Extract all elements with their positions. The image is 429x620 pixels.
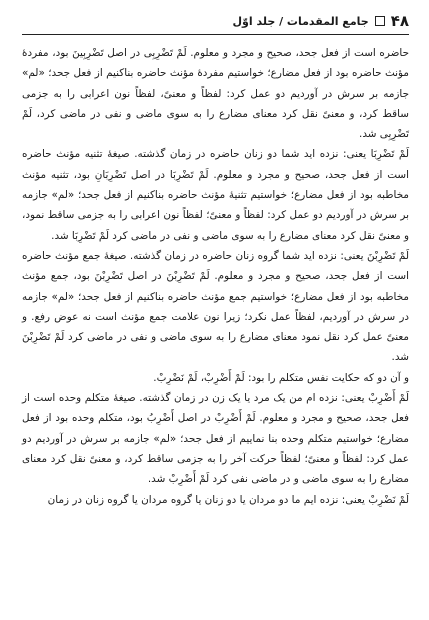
running-header: [22, 0, 409, 35]
paragraph: حاضره است از فعل جحد، صحیح و مجرد و معلوم. لَمْ تَضْرِبِی در اصل تَضْرِبِینَ بود، مفردهٔ مؤنث حاضره بود از فعل مضارع؛ خواستیم مفردهٔ مؤنث حاضره بناکنیم از فعل جحد؛ «لم» جازمه بر سرش در آوردیم دو عمل کرد: لفظاً و معنیً، لفظاً نون اعرابی را به جزمی ساقط کرد، و معنیً نقل کرد معنای مضارع را به سوی ماضی و نفی در ماضی کرد، لَمْ تَضْرِبِی شد.: [22, 47, 409, 141]
paragraph: لَمْ تَضْرِبَا یعنی: نزده اید شما دو زنان حاضره در زمان گذشته. صیغهٔ تثنیه مؤنث حاضره است از فعل جحد، صحیح و مجرد و معلوم. لَمْ تَضْرِبَا در اصل تَضْرِبَانِ بود، تثنیه مؤنث مخاطبه بود از فعل مضارع؛ خواستیم تثنیهٔ مؤنث حاضره بناکنیم از فعل جحد؛ «لم» جازمه بر سرش در آوردیم دو عمل کرد: لفظاً و معنیً؛ لفظاً نون اعرابی را به جزمی ساقط نمود، و معنیً نقل کرد معنای مضارع را به سوی ماضی و نفی در ماضی کرد لَمْ تَضْرِبَا شد.: [22, 148, 409, 242]
running-title: جامع المقدمات / جلد اوّل: [232, 14, 369, 28]
paragraph: لَمْ تَضْرِبْنَ یعنی: نزده اید شما گروه زنان حاضره در زمان گذشته. صیغهٔ جمع مؤنث حاضره است از فعل جحد، صحیح و مجرد و معلوم. لَمْ تَضْرِبْنَ در اصل تَضْرِبْنَ بود، جمع مؤنث مخاطبه بود از فعل مضارع؛ خواستیم جمع مؤنث حاضره بناکنیم از فعل جحد؛ «لم» جازمه در سرش در آوردیم، لفظاً عمل نکرد؛ زیرا نون علامت جمع مؤنث است نه عوض رفع. و معنیً عمل کرد نقل نمود معنای مضارع را به سوی ماضی و نفی در ماضی کرد لَمْ تَضْرِبْنَ شد.: [22, 249, 409, 364]
page-number: ۴۸: [390, 12, 409, 30]
paragraph: لَمْ أَضْرِبْ یعنی: نزده ام من یک مرد یا یک زن در زمان گذشته. صیغهٔ متکلم وحده است از فعل جحد، صحیح و مجرد و معلوم. لَمْ أَضْرِبْ در اصل أَضْرِبُ بود، متکلم وحده بود از فعل مضارع؛ خواستیم متکلم وحده بنا نماییم از فعل جحد؛ «لم» جازمه بر سرش در آوردیم دو عمل کرد: لفظاً و معنیً؛ لفظاً حرکت آخر را به جزمی ساقط کرد، و معنیً نقل کرد معنای مضارع را به سوی ماضی و در ماضی نفی کرد لَمْ أَضْرِبْ شد.: [22, 392, 409, 486]
paragraph: لَمْ نَضْرِبْ یعنی: نزده ایم ما دو مردان یا دو زنان یا گروه مردان یا گروه زنان در زمان: [47, 493, 409, 506]
page-body: [22, 43, 409, 510]
square-ornament-icon: [375, 16, 385, 26]
paragraph: و آن دو که حکایت نفس متکلم را بود: لَمْ أَضْرِبْ، لَمْ نَضْرِبْ.: [153, 371, 409, 384]
